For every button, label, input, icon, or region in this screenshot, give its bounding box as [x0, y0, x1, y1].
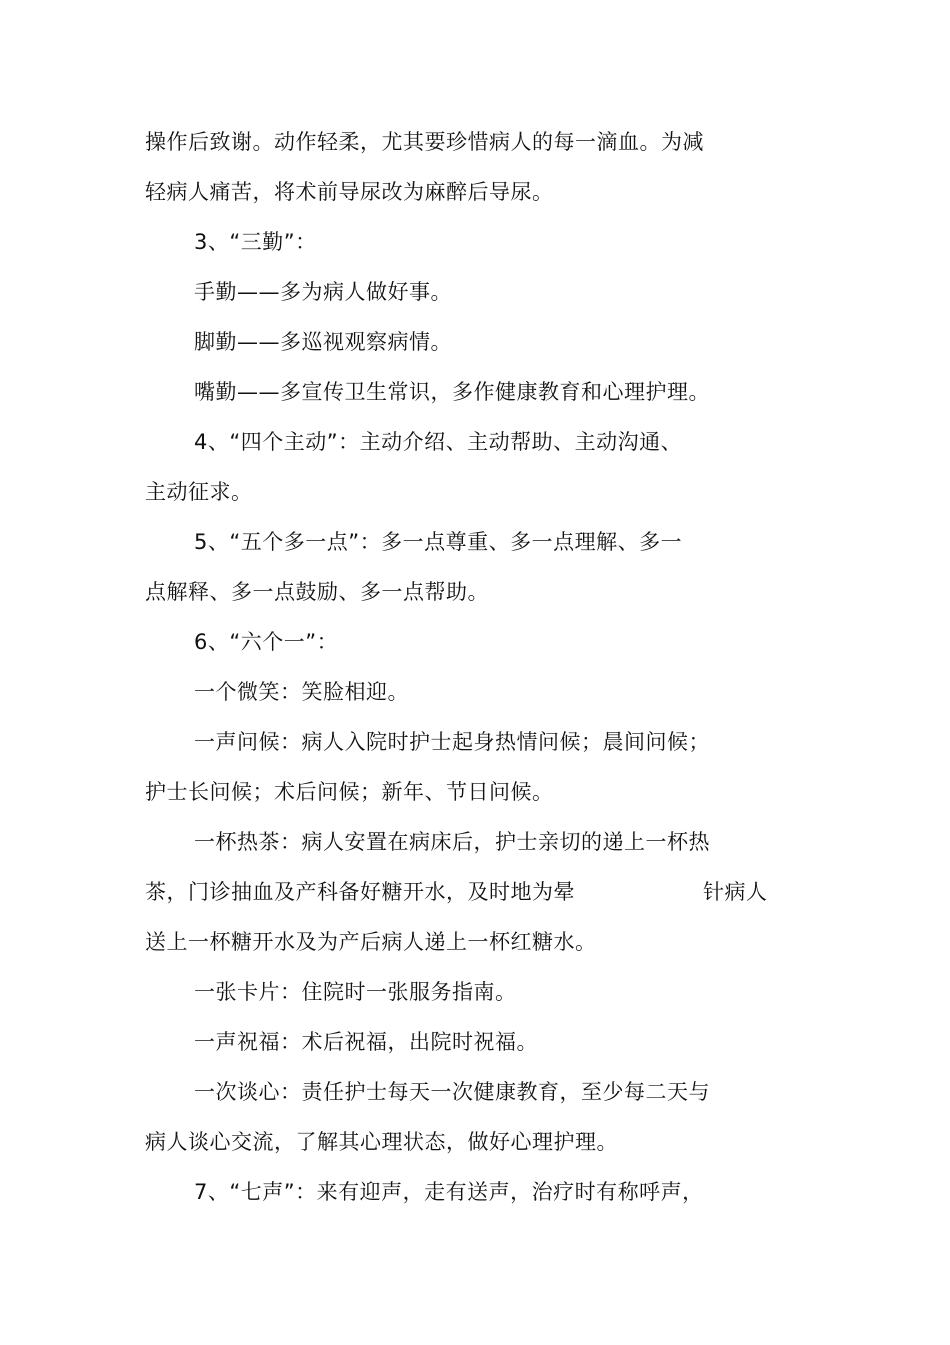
text-line: 点解释、多一点鼓励、多一点帮助。	[145, 580, 489, 604]
text-line	[145, 877, 768, 907]
section-heading-4: 4、“四个主动”：主动介绍、主动帮助、主动沟通、	[194, 430, 683, 454]
section-heading-7: 7、“七声”：来有迎声，走有送声，治疗时有称呼声，	[194, 1180, 704, 1204]
text-line: 一次谈心：责任护士每天一次健康教育，至少每二天与	[194, 1080, 710, 1104]
text-line: 病人谈心交流，了解其心理状态，做好心理护理。	[145, 1130, 618, 1154]
text-line: 轻病人痛苦，将术前导尿改为麻醉后导尿。	[145, 180, 554, 204]
text-line: 送上一杯糖开水及为产后病人递上一杯红糖水。	[145, 930, 597, 954]
text-segment: 茶，门诊抽血及产科备好糖开水，及时地为晕	[145, 880, 575, 904]
text-line: 一声问候：病人入院时护士起身热情问候；晨间问候；	[194, 730, 710, 754]
text-line: 一张卡片：住院时一张服务指南。	[194, 980, 517, 1004]
text-line: 脚勤——多巡视观察病情。	[194, 330, 452, 354]
text-line: 一声祝福：术后祝福，出院时祝福。	[194, 1030, 538, 1054]
text-line: 一个微笑：笑脸相迎。	[194, 680, 409, 704]
text-line: 护士长问候；术后问候；新年、节日问候。	[145, 780, 554, 804]
section-heading-5: 5、“五个多一点”：多一点尊重、多一点理解、多一	[194, 530, 683, 554]
text-line: 手勤——多为病人做好事。	[194, 280, 452, 304]
text-line: 嘴勤——多宣传卫生常识，多作健康教育和心理护理。	[194, 380, 710, 404]
section-heading-6: 6、“六个一”：	[194, 630, 339, 654]
text-segment: 针病人	[703, 880, 768, 904]
text-line: 操作后致谢。动作轻柔，尤其要珍惜病人的每一滴血。为减	[145, 130, 704, 154]
text-line: 主动征求。	[145, 480, 253, 504]
text-line: 一杯热茶：病人安置在病床后，护士亲切的递上一杯热	[194, 830, 710, 854]
section-heading-3: 3、“三勤”：	[194, 230, 317, 254]
